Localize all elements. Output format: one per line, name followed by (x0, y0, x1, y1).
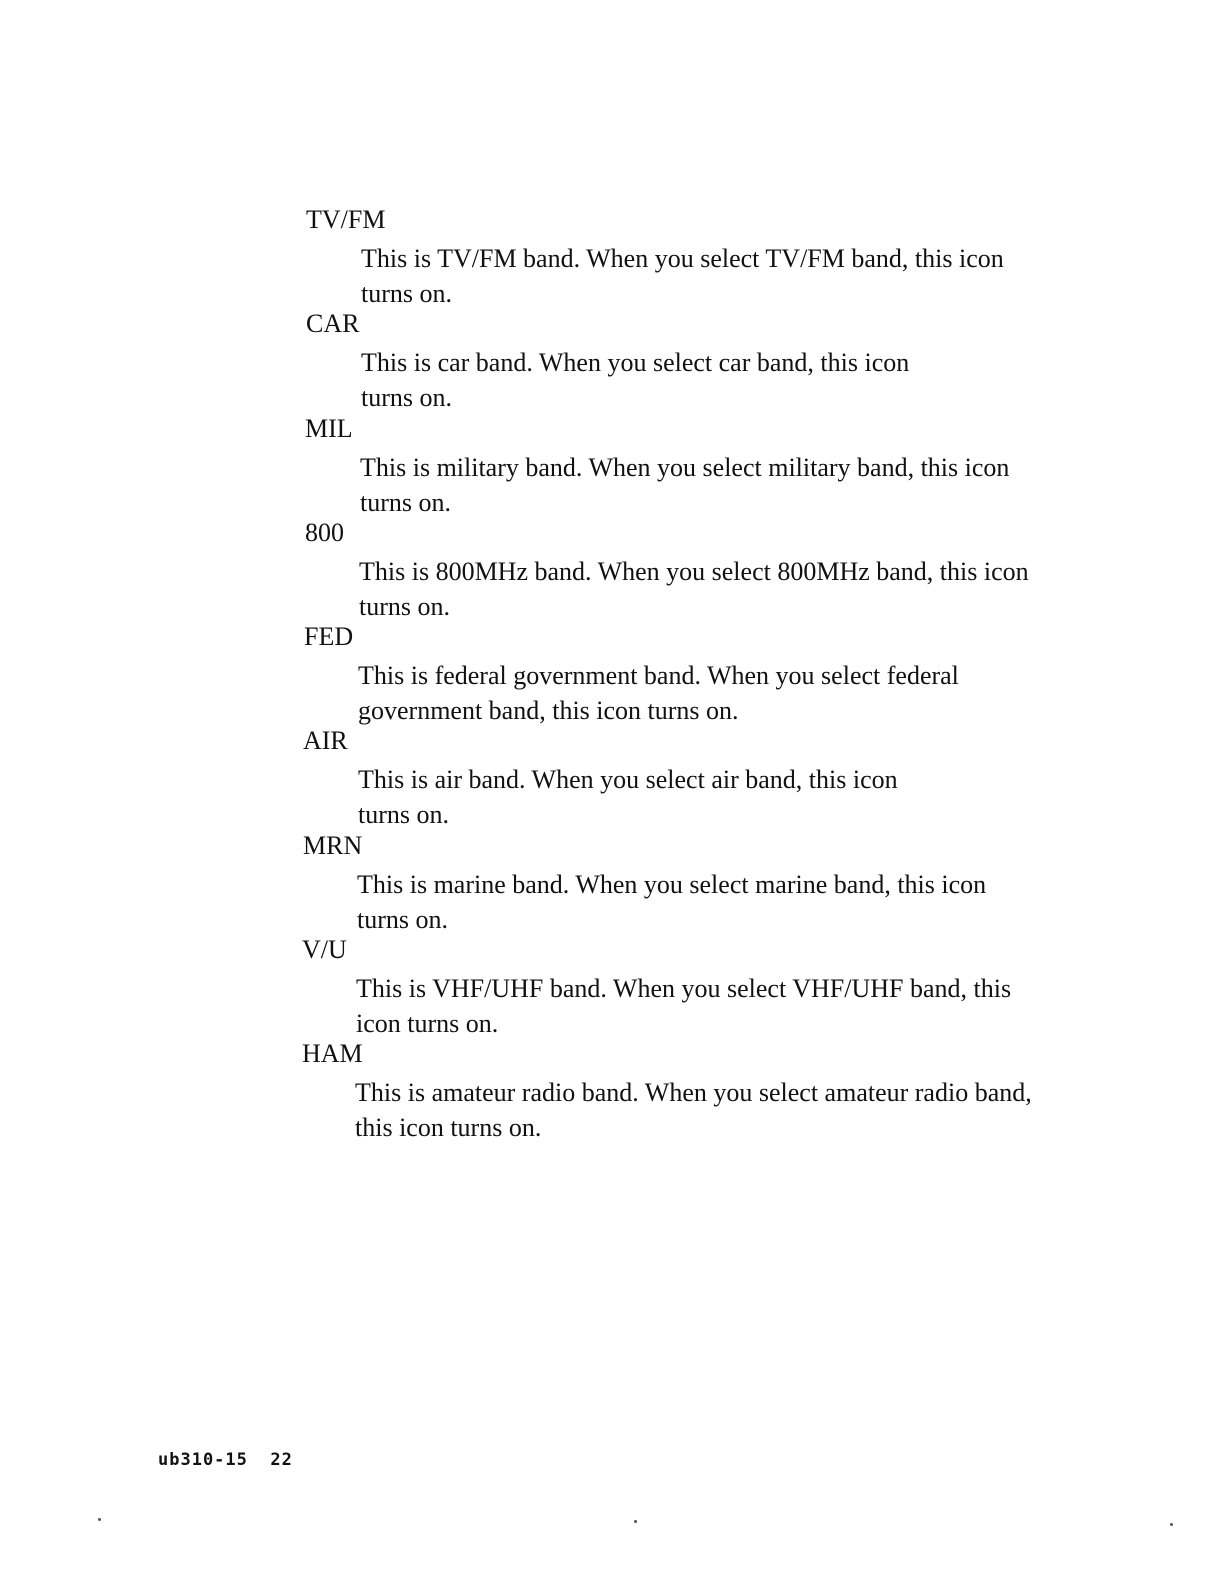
description-line: turns on. (358, 800, 449, 830)
page-number: 22 (270, 1450, 293, 1470)
term-description (356, 971, 1086, 1041)
description-line: turns on. (357, 904, 448, 934)
entry-tvfm (0, 205, 1224, 309)
term-description (361, 345, 1091, 415)
scan-speck (98, 1518, 101, 1521)
term-label: HAM (302, 1039, 363, 1069)
scan-speck (1170, 1523, 1173, 1526)
entry-mil (0, 414, 1224, 518)
scan-speck (634, 1520, 637, 1523)
term-description (360, 450, 1090, 520)
description-line: turns on. (360, 487, 451, 517)
term-description (358, 658, 1088, 728)
description-line: This is amateur radio band. When you select amateur radio band, (355, 1078, 1032, 1108)
entry-800 (0, 518, 1224, 622)
description-line: This is air band. When you select air band, this icon (358, 765, 898, 795)
description-line: icon turns on. (356, 1009, 499, 1039)
band-icon-list (0, 205, 1224, 1144)
description-line: This is 800MHz band. When you select 800MHz band, this icon (359, 556, 1029, 586)
term-label: V/U (302, 935, 347, 965)
document-id: ub310-15 (158, 1450, 248, 1470)
term-description (359, 554, 1089, 624)
term-label: AIR (303, 726, 348, 756)
entry-fed (0, 622, 1224, 726)
term-label: TV/FM (306, 205, 386, 234)
description-line: government band, this icon turns on. (358, 696, 739, 726)
entry-vu (0, 935, 1224, 1039)
entry-air (0, 726, 1224, 830)
description-line: turns on. (361, 383, 452, 413)
description-line: This is marine band. When you select marine band, this icon (357, 869, 987, 899)
term-label: MRN (303, 830, 363, 860)
term-label: MIL (305, 413, 353, 443)
entry-ham (0, 1039, 1224, 1143)
term-description (361, 241, 1091, 311)
term-label: FED (304, 622, 354, 652)
entry-mrn (0, 831, 1224, 935)
term-label: CAR (306, 309, 360, 339)
description-line: This is federal government band. When you select federal (358, 661, 959, 691)
description-line: This is military band. When you select military band, this icon (360, 452, 1010, 482)
description-line: This is VHF/UHF band. When you select VHF/UHF band, this (356, 974, 1012, 1004)
description-line: This is TV/FM band. When you select TV/FM band, this icon (361, 244, 1004, 273)
description-line: this icon turns on. (355, 1113, 542, 1143)
page-footer (158, 1450, 293, 1470)
term-description (355, 1075, 1095, 1145)
term-label: 800 (305, 517, 344, 547)
description-line: This is car band. When you select car band, this icon (361, 348, 910, 378)
description-line: turns on. (361, 279, 452, 308)
term-description (357, 867, 1087, 937)
term-description (358, 762, 1088, 832)
entry-car (0, 309, 1224, 413)
description-line: turns on. (359, 591, 450, 621)
